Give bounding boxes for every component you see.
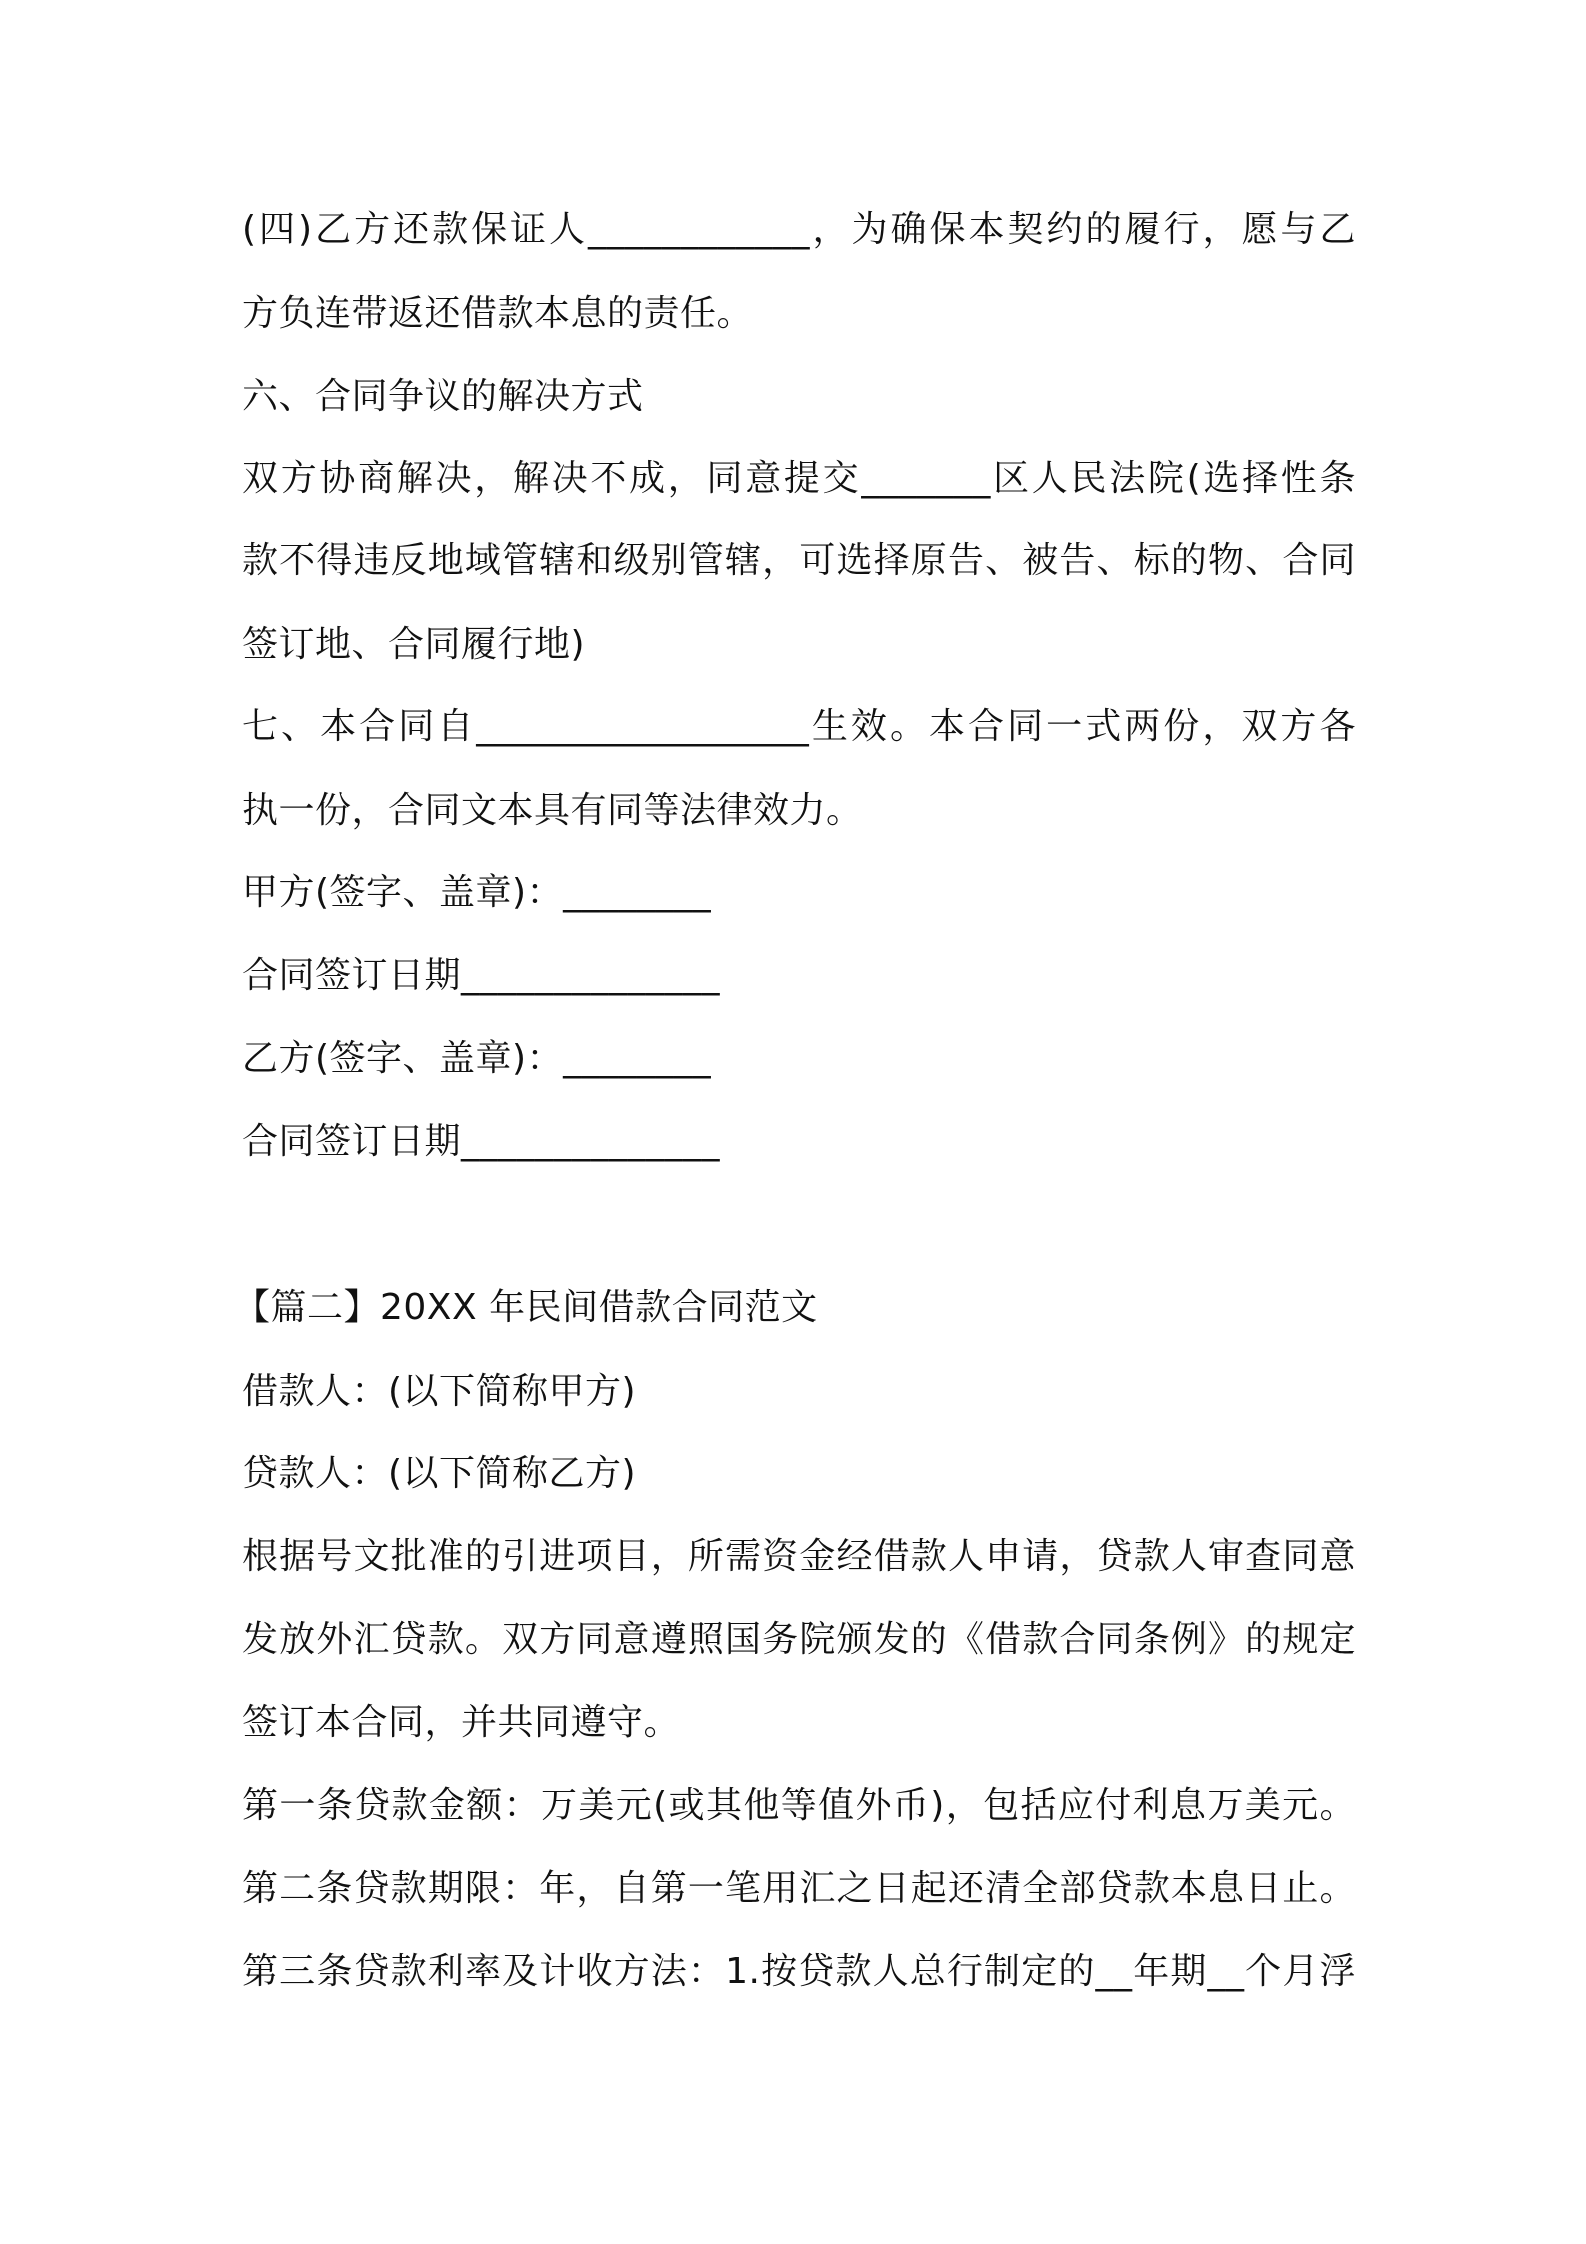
paragraph-line: 发放外汇贷款。双方同意遵照国务院颁发的《借款合同条例》的规定 xyxy=(242,1619,1356,1660)
paragraph-line: 根据号文批准的引进项目，所需资金经借款人申请，贷款人审查同意 xyxy=(242,1536,1356,1577)
paragraph-line: 款不得违反地域管辖和级别管辖，可选择原告、被告、标的物、合同 xyxy=(242,540,1356,581)
signature-line-party-b: 乙方(签字、盖章)：________ xyxy=(242,1038,712,1079)
paragraph-line: 签订地、合同履行地) xyxy=(242,624,586,665)
paragraph-line: 执一份，合同文本具有同等法律效力。 xyxy=(242,790,863,831)
paragraph-line: 签订本合同，并共同遵守。 xyxy=(242,1702,681,1743)
signing-date-line: 合同签订日期______________ xyxy=(242,1121,721,1162)
signing-date-line: 合同签订日期______________ xyxy=(242,955,721,996)
paragraph-line: 双方协商解决，解决不成，同意提交_______区人民法院(选择性条 xyxy=(242,458,1356,499)
paragraph-line: 贷款人：(以下简称乙方) xyxy=(242,1453,637,1494)
paragraph-line: 第二条贷款期限：年，自第一笔用汇之日起还清全部贷款本息日止。 xyxy=(242,1868,1356,1909)
section-heading: 六、合同争议的解决方式 xyxy=(242,376,644,417)
paragraph-line: 第三条贷款利率及计收方法：1.按贷款人总行制定的__年期__个月浮 xyxy=(242,1951,1356,1992)
paragraph-line: 方负连带返还借款本息的责任。 xyxy=(242,293,754,334)
paragraph-line: 七、本合同自__________________生效。本合同一式两份，双方各 xyxy=(242,706,1356,747)
signature-line-party-a: 甲方(签字、盖章)：________ xyxy=(242,872,712,913)
paragraph-line: 借款人：(以下简称甲方) xyxy=(242,1371,637,1412)
article-title: 【篇二】20XX 年民间借款合同范文 xyxy=(234,1287,818,1328)
paragraph-line: 第一条贷款金额：万美元(或其他等值外币)，包括应付利息万美元。 xyxy=(242,1785,1356,1826)
paragraph-line: (四)乙方还款保证人____________，为确保本契约的履行，愿与乙 xyxy=(242,209,1356,250)
